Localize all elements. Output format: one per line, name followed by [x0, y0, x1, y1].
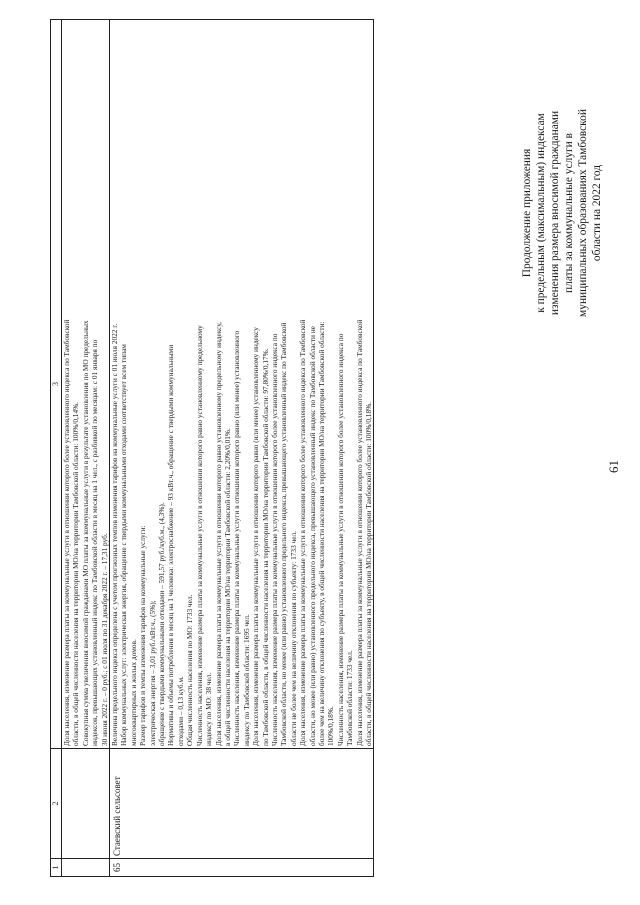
text-line: Тамбовской области: 1733 чел. — [345, 650, 355, 746]
caption-line: изменения размера вносимой гражданами — [549, 110, 561, 316]
text-line: Общая численность населения по МО: 1733 чел. — [185, 594, 195, 746]
column-header: 2 — [51, 749, 62, 859]
row-details — [110, 20, 374, 749]
text-line: многоквартирных и жилых домов. — [128, 639, 138, 746]
continuation-text — [62, 20, 110, 749]
indices-table — [50, 19, 374, 877]
text-line: Численность населения, изменение размера платы за коммунальные услуги в отношении которого более установленного индекса по — [335, 333, 345, 746]
caption-line: Продолжение приложения — [521, 148, 533, 278]
caption-line: муниципальных образованиях Тамбовской — [577, 109, 589, 317]
column-number-row — [51, 20, 62, 877]
text-line: Доля населения, изменение размера платы за коммунальные услуги в отношении которого равно (или менее) установленному индексу — [251, 327, 261, 746]
text-line: области не более чем на величину отклонения по субъекту: 1733 чел. — [288, 531, 298, 746]
text-line: Размер тарифов и темпы изменения тарифов на коммунальные услуги: — [138, 525, 148, 746]
text-line: Тамбовской области, но менее (или равно) установленного предельного индекса, превышающего установленный индекс по Тамбовской — [279, 322, 289, 746]
text-line: Совокупная сумма увеличения вносимой гражданами МО платы за коммунальные услуги в результате установления по МО предельных — [80, 320, 90, 746]
text-line: Величина предельного индекса определена с учетом прогнозных темпов изменения тарифов на коммунальные услуги с 01 июля 2022 г. — [110, 323, 120, 746]
text-line: отходами – 0,13 куб.м. — [175, 676, 185, 746]
text-line: области, но менее (или равно) установленного предельного индекса, превышающего установленный индекс по Тамбовской области не — [307, 326, 317, 746]
text-line: Численность населения, изменение размера платы за коммунальные услуги в отношении которого более установленного индекса по — [269, 333, 279, 746]
text-line: индексу по Тамбовской области: 1695 чел. — [241, 614, 251, 746]
text-line: в общей численности населения на территории МО/на территории Тамбовской области: 2,20%/0,01%. — [222, 428, 232, 746]
text-line: обращение с твердыми коммунальными отходами – 591,57 руб./куб.м., (4,3%). — [157, 502, 167, 746]
text-line: Доля населения, изменение размера платы за коммунальные услуги в отношении которого более установленного индекса по Тамбовской — [298, 319, 308, 746]
table-row — [110, 20, 374, 877]
caption-line: области на 2022 год — [591, 164, 603, 262]
text-line: 100%/0,18%. — [326, 706, 336, 746]
municipality-name: Стаевский сельсовет — [110, 749, 374, 859]
continuation-row — [62, 20, 110, 877]
text-line: электрическая энергия – 3,01 руб./кВт.ч., (5%); — [147, 600, 157, 746]
caption-line: к предельным (максимальным) индексам — [535, 113, 547, 313]
text-line: Доля населения, изменение размера платы за коммунальные услуги в отношении которого более установленного индекса по Тамбовской — [62, 319, 71, 746]
text-line: Нормативы и объемы потребления в месяц на 1 человека: электроснабжение – 93 кВт.ч., обращение с твердыми коммунальными — [166, 344, 176, 746]
column-header: 1 — [51, 859, 62, 877]
text-line: Доля населения, изменение размера платы за коммунальные услуги в отношении которого равно установленному предельному индексу, — [213, 322, 223, 746]
column-header: 3 — [51, 20, 62, 749]
text-line: индексов, превышающих установленный индекс по Тамбовской области в месяц на 1 чел., с разбивкой по месяцам: с 01 января по — [90, 339, 100, 746]
page-number: 61 — [606, 460, 621, 473]
rotated-page — [10, 13, 630, 893]
text-line: 30 июня 2022 г. – 0 руб.; с 01 июля по 31 декабря 2022 г. – 17,31 руб. — [99, 533, 109, 746]
caption-line: платы за коммунальные услуги в — [563, 133, 575, 293]
text-line: индексу по МО: 38 чел. — [204, 672, 214, 746]
text-line: по Тамбовской области, в общей численности населения на территории МО/на территории Тамбовской области: 97,80%/0,17%. — [260, 348, 270, 746]
text-line: Численность населения, изменение размера платы за коммунальные услуги в отношении которого равно (или менее) установленного — [232, 330, 242, 746]
text-line: более чем на величину отклонения по субъекту, в общей численности населения на территории МО/на территории Тамбовской области: — [316, 321, 326, 746]
appendix-caption — [520, 28, 604, 398]
text-line: Численность населения, изменение размера платы за коммунальные услуги в отношении которого равно установленному предельному — [194, 325, 204, 746]
text-line: Набор коммунальных услуг: электрическая энергия, обращение с твердыми коммунальными отходами соответствует всем типам — [119, 344, 129, 746]
text-line: области, в общей численности населения на территории МО/на территории Тамбовской области: 100%/0,18%. — [364, 401, 373, 746]
text-line: области, в общей численности населения на территории МО/на территории Тамбовской области: 100%/0,14%. — [71, 401, 81, 746]
text-line: Доля населения, изменение размера платы за коммунальные услуги в отношении которого более установленного индекса по Тамбовской — [354, 319, 364, 746]
row-number: 65 — [110, 859, 374, 877]
